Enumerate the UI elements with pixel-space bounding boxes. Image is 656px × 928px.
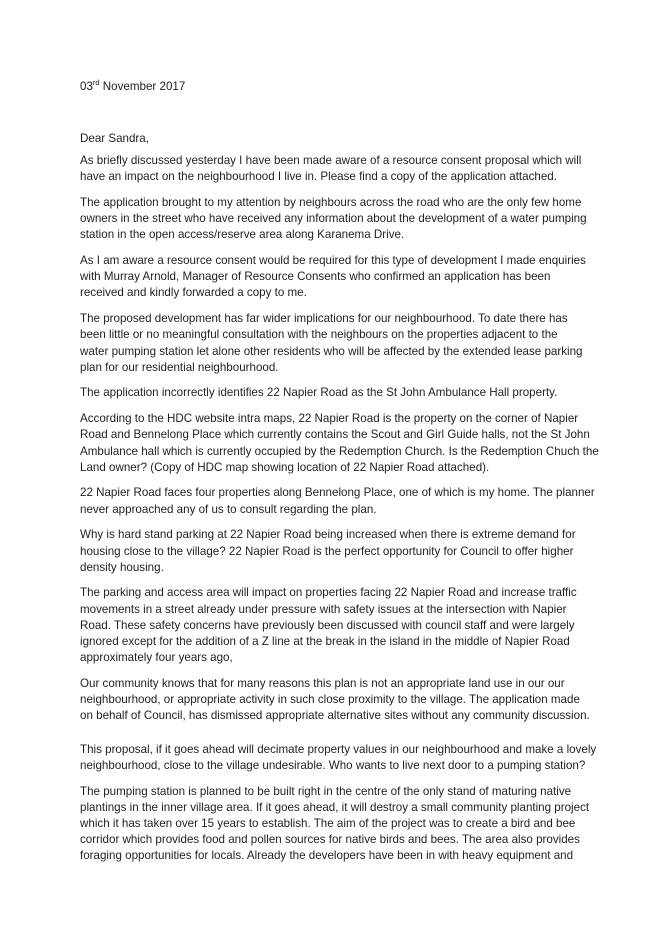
paragraph-line: with Murray Arnold, Manager of Resource Consents who confirmed an application has been [80,270,551,284]
paragraph [80,485,595,517]
paragraph [80,676,590,725]
paragraph-line: neighbourhood, close to the village undesirable. Who wants to live next door to a pumping station? [80,758,586,772]
paragraph-line: 22 Napier Road faces four properties along Bennelong Place, one of which is my home. The planner [80,486,595,500]
paragraph-line: housing close to the village? 22 Napier Road is the perfect opportunity for Council to offer higher [80,544,574,558]
paragraph [80,784,590,865]
paragraph-line: approximately four years ago, [80,651,233,665]
letter-date [80,79,185,95]
paragraph [80,385,580,401]
paragraph-line: which it has taken over 15 years to establish. The aim of the project was to create a bird and bee [80,816,576,830]
paragraph-line: plantings in the inner village area. If it goes ahead, it will destroy a small community planting project [80,800,590,814]
paragraph-line: According to the HDC website intra maps, 22 Napier Road is the property on the corner of Napier [80,412,579,426]
paragraph-line: Ambulance hall which is currently occupied by the Redemption Church. Is the Redemption Chuch the [80,444,599,458]
paragraph-line: water pumping station let alone other residents who will be affected by the extended lease parking [80,344,583,358]
paragraph-line: never approached any of us to consult regarding the plan. [80,502,377,516]
paragraph-line: station in the open access/reserve area along Karanema Drive. [80,228,405,242]
paragraph-line: neighbourhood, or appropriate activity in such close proximity to the village. The application made [80,693,580,707]
paragraph-line: Road and Bennelong Place which currently contains the Scout and Girl Guide halls, not the St John [80,428,590,442]
paragraph-line: movements in a street already under pressure with safety issues at the intersection with Napier [80,602,567,616]
paragraph-line: density housing. [80,560,164,574]
paragraph-line: As briefly discussed yesterday I have been made aware of a resource consent proposal which will [80,154,582,167]
paragraph-line: plan for our residential neighbourhood. [80,360,279,374]
date-month-year: November 2017 [99,80,186,93]
paragraph [80,527,580,576]
paragraph-line: The parking and access area will impact on properties facing 22 Napier Road and increase traffic [80,586,577,600]
paragraph-line: The application incorrectly identifies 22 Napier Road as the St John Ambulance Hall property. [80,386,558,400]
paragraph-line: Land owner? (Copy of HDC map showing location of 22 Napier Road attached). [80,460,490,474]
paragraph-line: Road. These safety concerns have previously been discussed with council staff and were largely [80,618,575,632]
paragraph [80,585,580,666]
paragraph-line: The proposed development has far wider implications for our neighbourhood. To date there has [80,312,568,326]
paragraph-line: Our community knows that for many reasons this plan is not an appropriate land use in our our [80,676,565,690]
paragraph-line: Why is hard stand parking at 22 Napier Road being increased when there is extreme demand for [80,528,576,542]
date-suffix: rd [92,78,100,88]
paragraph-line: corridor which provides food and pollen sources for native birds and bees. The area also provides [80,833,580,847]
paragraph-line: ignored except for the addition of a Z line at the break in the island in the middle of Napier Road [80,635,570,649]
paragraph-line: foraging opportunities for locals. Already the developers have been in with heavy equipment and [80,849,574,863]
paragraph-line: on behalf of Council, has dismissed appropriate alternative sites without any community discussion. [80,709,590,723]
paragraph-line: received and kindly forwarded a copy to me. [80,286,307,300]
paragraph-line: The application brought to my attention by neighbours across the road who are the only few home [80,195,582,209]
paragraph [80,195,587,244]
paragraph-line: have an impact on the neighbourhood I live in. Please find a copy of the application attached. [80,170,557,184]
paragraph [80,742,597,774]
paragraph-line: been little or no meaningful consultation with the neighbours on the properties adjacent to the [80,328,558,342]
paragraph [80,311,583,376]
salutation: Dear Sandra, [80,132,149,145]
paragraph [80,411,599,476]
paragraph-line: This proposal, if it goes ahead will decimate property values in our neighbourhood and make a lovely [80,742,597,756]
paragraph [80,153,580,185]
paragraph [80,253,586,302]
paragraph-line: As I am aware a resource consent would be required for this type of development I made enquiries [80,254,586,268]
paragraph-line: The pumping station is planned to be built right in the centre of the only stand of maturing native [80,784,572,798]
paragraph-line: owners in the street who have received any information about the development of a water pumping [80,212,587,226]
date-day: 03 [80,80,93,93]
letter-body [80,153,599,874]
